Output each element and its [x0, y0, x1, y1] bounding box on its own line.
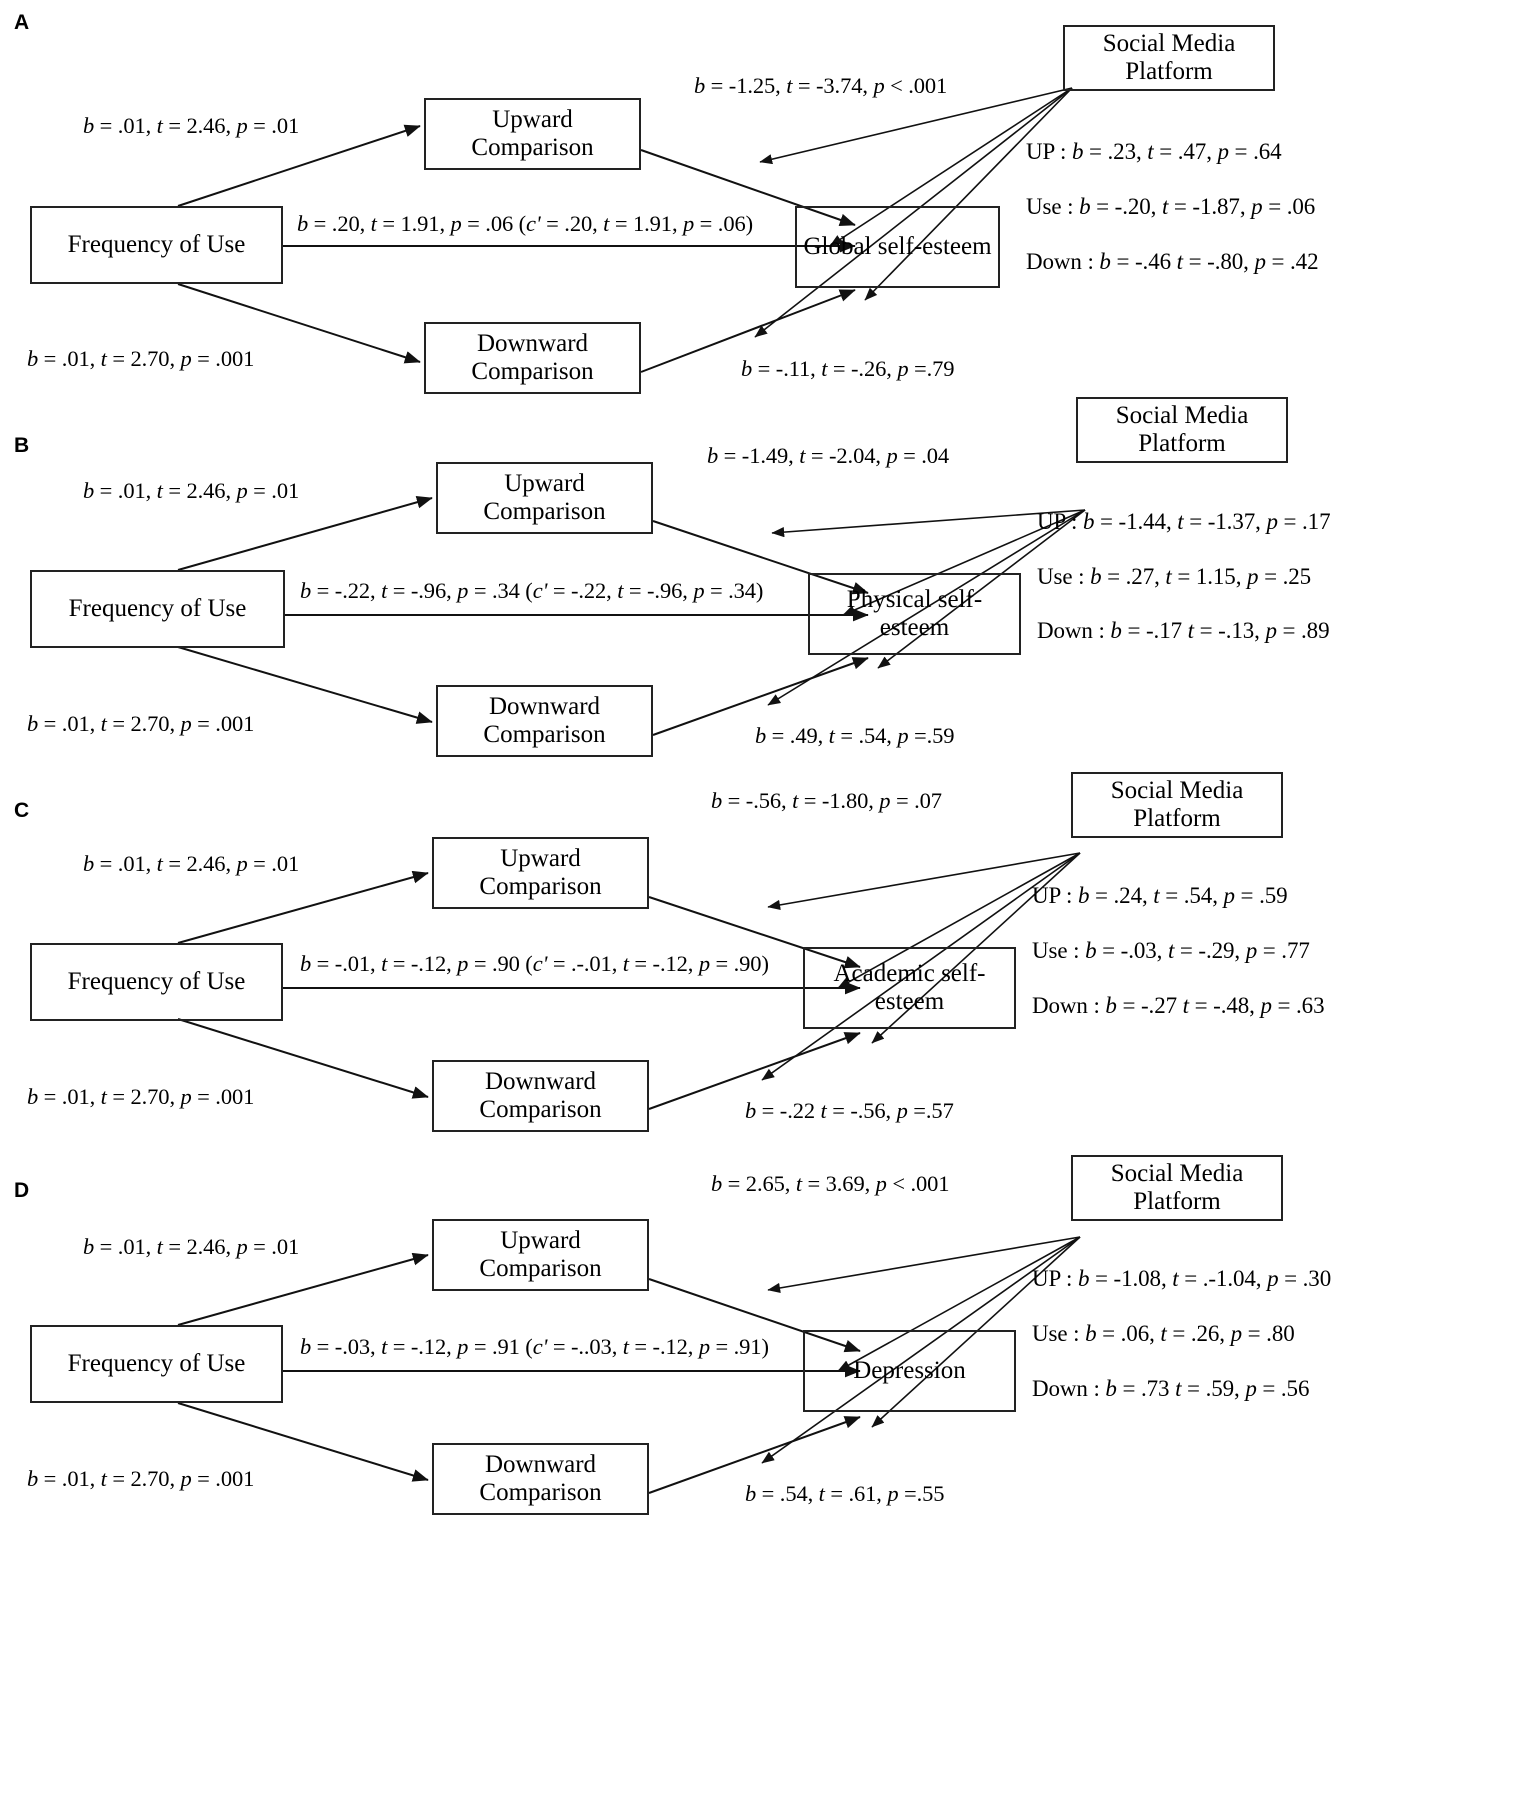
moderation-up-b: UP : b = -1.44, t = -1.37, p = .17 — [1037, 509, 1331, 534]
path-label-a-up-a: b = .01, t = 2.46, p = .01 — [83, 113, 300, 138]
node-upward-comparison-d: Upward Comparison — [432, 1219, 649, 1291]
panel-c — [0, 776, 1535, 1165]
path-label-a-down-b: b = .01, t = 2.70, p = .001 — [27, 711, 255, 736]
node-downward-comparison-d: Downward Comparison — [432, 1443, 649, 1515]
path-label-a-up-d: b = .01, t = 2.46, p = .01 — [83, 1234, 300, 1259]
panel-letter-b: B — [14, 434, 30, 457]
path-label-direct-d: b = -.03, t = -.12, p = .91 (c' = -..03, t = -.12, p = .91) — [300, 1334, 769, 1359]
node-outcome-b: Physical self-esteem — [808, 573, 1021, 655]
node-outcome-a: Global self-esteem — [795, 206, 1000, 288]
node-upward-comparison-b: Upward Comparison — [436, 462, 653, 534]
moderation-up-d: UP : b = -1.08, t = .-1.04, p = .30 — [1032, 1266, 1332, 1291]
moderation-use-d: Use : b = .06, t = .26, p = .80 — [1032, 1321, 1295, 1346]
moderation-up-c: UP : b = .24, t = .54, p = .59 — [1032, 883, 1288, 908]
node-downward-comparison-a: Downward Comparison — [424, 322, 641, 394]
panel-d — [0, 1155, 1535, 1797]
node-upward-comparison-c: Upward Comparison — [432, 837, 649, 909]
moderation-use-a: Use : b = -.20, t = -1.87, p = .06 — [1026, 194, 1316, 219]
moderation-up-a: UP : b = .23, t = .47, p = .64 — [1026, 139, 1282, 164]
node-downward-comparison-b: Downward Comparison — [436, 685, 653, 757]
node-social-media-platform-c: Social Media Platform — [1071, 772, 1283, 838]
moderation-down-b: Down : b = -.17 t = -.13, p = .89 — [1037, 618, 1330, 643]
path-label-b-down-c: b = -.22 t = -.56, p =.57 — [745, 1098, 954, 1123]
node-upward-comparison-a: Upward Comparison — [424, 98, 641, 170]
path-label-a-down-a: b = .01, t = 2.70, p = .001 — [27, 346, 255, 371]
node-social-media-platform-b: Social Media Platform — [1076, 397, 1288, 463]
path-label-b-up-d: b = 2.65, t = 3.69, p < .001 — [711, 1171, 950, 1196]
path-label-a-up-b: b = .01, t = 2.46, p = .01 — [83, 478, 300, 503]
node-frequency-of-use-c: Frequency of Use — [30, 943, 283, 1021]
node-social-media-platform-d: Social Media Platform — [1071, 1155, 1283, 1221]
panel-a — [0, 0, 1535, 430]
panel-letter-a: A — [14, 11, 30, 34]
path-label-b-down-d: b = .54, t = .61, p =.55 — [745, 1481, 945, 1506]
moderation-use-c: Use : b = -.03, t = -.29, p = .77 — [1032, 938, 1310, 963]
moderation-down-a: Down : b = -.46 t = -.80, p = .42 — [1026, 249, 1319, 274]
path-label-a-down-c: b = .01, t = 2.70, p = .001 — [27, 1084, 255, 1109]
node-outcome-d: Depression — [803, 1330, 1016, 1412]
path-label-a-down-d: b = .01, t = 2.70, p = .001 — [27, 1466, 255, 1491]
moderation-use-b: Use : b = .27, t = 1.15, p = .25 — [1037, 564, 1312, 589]
path-label-direct-a: b = .20, t = 1.91, p = .06 (c' = .20, t = 1.91, p = .06) — [297, 211, 754, 236]
node-downward-comparison-c: Downward Comparison — [432, 1060, 649, 1132]
node-social-media-platform-a: Social Media Platform — [1063, 25, 1275, 91]
path-label-direct-b: b = -.22, t = -.96, p = .34 (c' = -.22, t = -.96, p = .34) — [300, 578, 764, 603]
node-frequency-of-use-d: Frequency of Use — [30, 1325, 283, 1403]
moderation-down-c: Down : b = -.27 t = -.48, p = .63 — [1032, 993, 1325, 1018]
path-label-direct-c: b = -.01, t = -.12, p = .90 (c' = .-.01, t = -.12, p = .90) — [300, 951, 769, 976]
node-frequency-of-use-b: Frequency of Use — [30, 570, 285, 648]
path-label-b-down-a: b = -.11, t = -.26, p =.79 — [741, 356, 955, 381]
path-label-b-up-c: b = -.56, t = -1.80, p = .07 — [711, 788, 942, 813]
panel-letter-d: D — [14, 1179, 30, 1202]
panel-letter-c: C — [14, 799, 30, 822]
node-outcome-c: Academic self-esteem — [803, 947, 1016, 1029]
node-frequency-of-use-a: Frequency of Use — [30, 206, 283, 284]
panel-b — [0, 401, 1535, 800]
path-label-b-down-b: b = .49, t = .54, p =.59 — [755, 723, 955, 748]
path-label-a-up-c: b = .01, t = 2.46, p = .01 — [83, 851, 300, 876]
moderation-down-d: Down : b = .73 t = .59, p = .56 — [1032, 1376, 1310, 1401]
path-label-b-up-b: b = -1.49, t = -2.04, p = .04 — [707, 443, 950, 468]
path-label-b-up-a: b = -1.25, t = -3.74, p < .001 — [694, 73, 948, 98]
